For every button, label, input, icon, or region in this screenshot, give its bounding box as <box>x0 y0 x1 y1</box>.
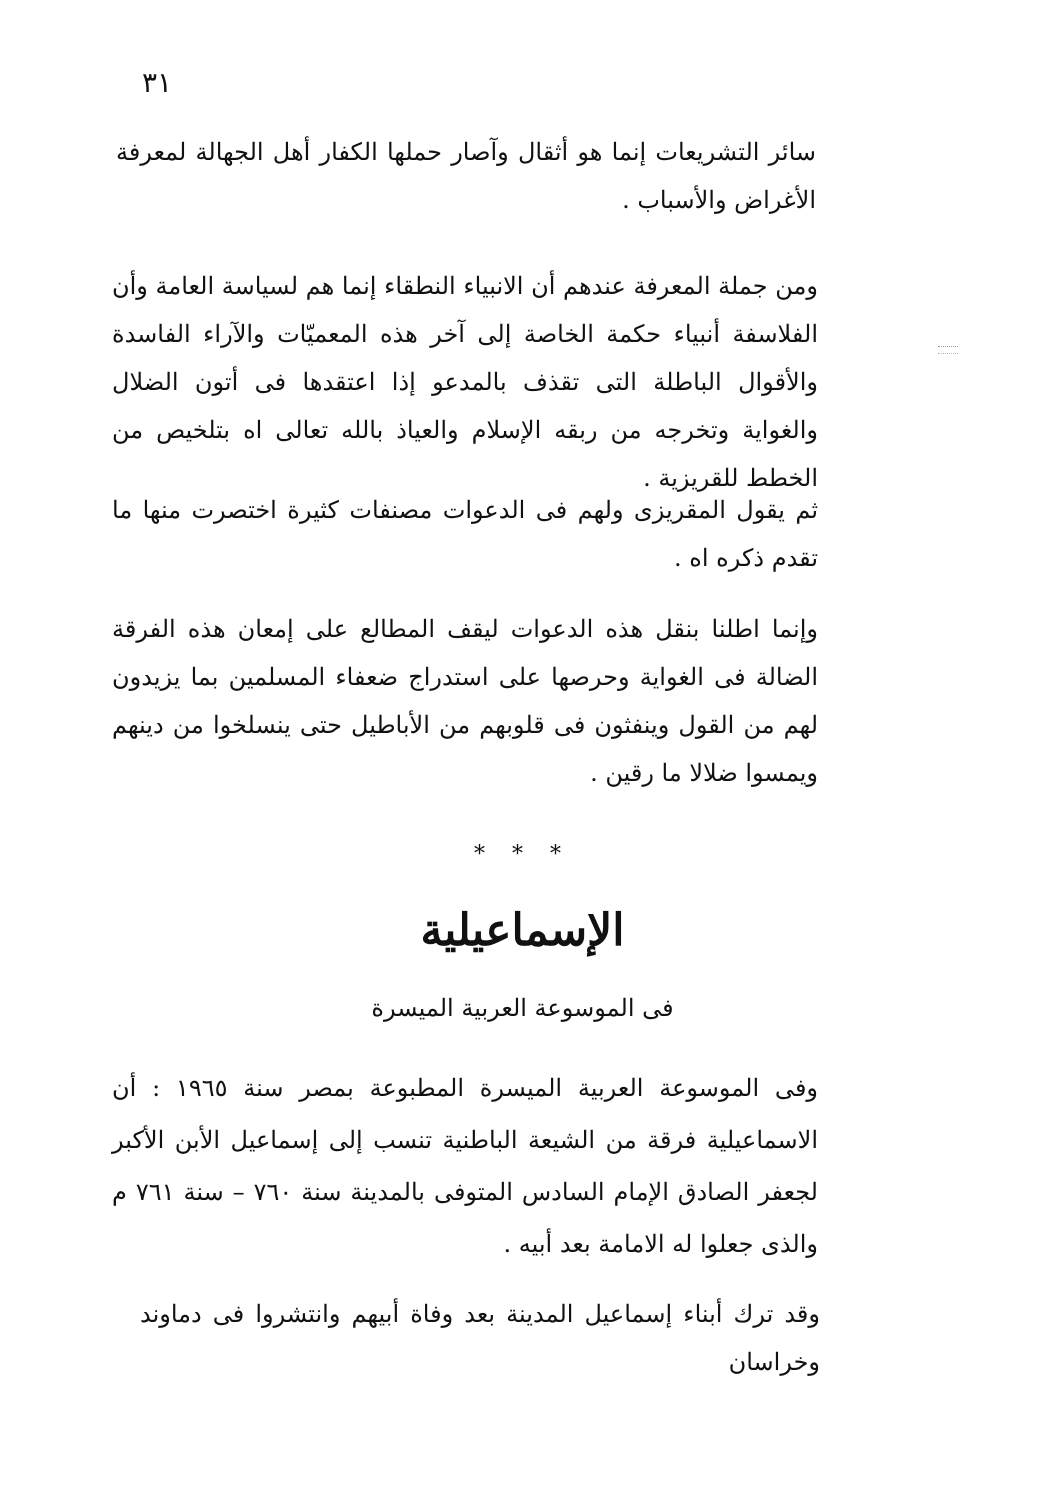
section-paragraph-1: وفى الموسوعة العربية الميسرة المطبوعة بمصر سنة ١٩٦٥ : أن الاسماعيلية فرقة من الشيعة الباطنية تنسب إلى إسماعيل الأبن الأكبر لجعفر الصادق الإمام السادس المتوفى بالمدينة سنة ٧٦٠ – سنة ٧٦١ م والذى جعلوا له الامامة بعد أبيه . <box>112 1074 818 1258</box>
section-paragraph-2: وقد ترك أبناء إسماعيل المدينة بعد وفاة أبيهم وانتشروا فى دماوند وخراسان <box>140 1300 820 1376</box>
section-title: الإسماعيلية <box>420 905 625 956</box>
section-subtitle: فى الموسوعة العربية الميسرة <box>371 994 674 1022</box>
section-separator: * * * <box>474 842 571 867</box>
paragraph-4: وإنما اطلنا بنقل هذه الدعوات ليقف المطالع على إمعان هذه الفرقة الضالة فى الغواية وحرصها على استدراج ضعفاء المسلمين بما يزيدون لهم من القول وينفثون فى قلوبهم من الأباطيل حتى ينسلخوا من دينهم ويمسوا ضلالا ما رقين . <box>112 615 818 787</box>
paragraph-3: ثم يقول المقريزى ولهم فى الدعوات مصنفات كثيرة اختصرت منها ما تقدم ذكره اه . <box>112 496 818 572</box>
paragraph-2: ومن جملة المعرفة عندهم أن الانبياء النطقاء إنما هم لسياسة العامة وأن الفلاسفة أنبياء حكمة الخاصة إلى آخر هذه المعميّات والآراء الفاسدة والأقوال الباطلة التى تقذف بالمدعو إذا اعتقدها فى أتون الضلال والغواية وتخرجه من ربقه الإسلام والعياذ بالله تعالى اه بتلخيص من الخطط للقريزية . <box>112 272 818 492</box>
scan-speck <box>938 346 958 354</box>
paragraph-1: سائر التشريعات إنما هو أثقال وآصار حملها الكفار أهل الجهالة لمعرفة الأغراض والأسباب . <box>116 138 816 214</box>
page-number: ٣١ <box>142 66 173 99</box>
